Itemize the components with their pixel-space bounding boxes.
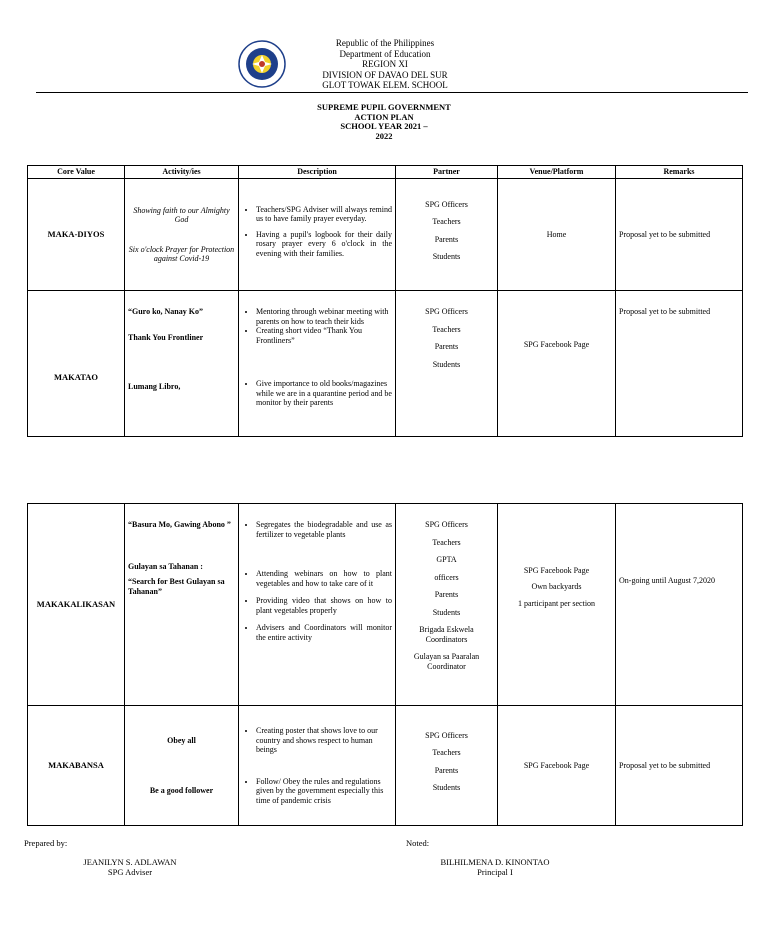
header-division: DIVISION OF DAVAO DEL SUR bbox=[322, 69, 448, 80]
venue-item: SPG Facebook Page bbox=[523, 565, 590, 575]
partner-item: SPG Officers bbox=[425, 520, 468, 529]
partner-item: Brigada Eskwela Coordinators bbox=[419, 625, 474, 644]
col-header-venue: Venue/Platform bbox=[498, 166, 616, 179]
venue-item: SPG Facebook Page bbox=[523, 760, 590, 770]
partner-cell bbox=[396, 291, 498, 437]
title-line-3: SCHOOL YEAR 2021 – bbox=[340, 121, 428, 131]
remarks-cell: On-going until August 7,2020 bbox=[616, 504, 743, 706]
prepared-by-block bbox=[40, 857, 220, 877]
partner-cell bbox=[396, 179, 498, 291]
description-cell bbox=[239, 291, 396, 437]
table-row bbox=[28, 179, 743, 291]
activity-item: Gulayan sa Tahanan : bbox=[128, 561, 203, 571]
table-row bbox=[28, 291, 743, 437]
activity-item: Obey all bbox=[167, 736, 196, 745]
table-row bbox=[28, 706, 743, 826]
activity-item: “Guro ko, Nanay Ko” bbox=[128, 307, 203, 316]
remarks-cell: Proposal yet to be submitted bbox=[616, 706, 743, 826]
prepared-by-label: Prepared by: bbox=[24, 838, 68, 848]
header-republic: Republic of the Philippines bbox=[335, 38, 435, 48]
activities-cell bbox=[125, 706, 239, 826]
partner-item: Students bbox=[432, 607, 461, 617]
noted-title: Principal I bbox=[477, 867, 513, 877]
action-plan-table-page1 bbox=[27, 165, 743, 437]
activity-item: “Basura Mo, Gawing Abono ” bbox=[128, 520, 231, 529]
venue-item: Own backyards bbox=[531, 582, 582, 592]
description-item: • Creating poster that shows love to our country and shows respect to human beings bbox=[256, 726, 392, 755]
partner-item: Teachers bbox=[432, 537, 461, 547]
activities-cell bbox=[125, 291, 239, 437]
header-region: REGION XI bbox=[362, 59, 408, 69]
venue-cell bbox=[498, 706, 616, 826]
partner-cell bbox=[396, 504, 498, 706]
description-cell bbox=[239, 179, 396, 291]
partner-item: Students bbox=[432, 359, 461, 369]
col-header-remarks: Remarks bbox=[616, 166, 743, 179]
col-header-partner: Partner bbox=[396, 166, 498, 179]
table-row bbox=[28, 504, 743, 706]
venue-cell bbox=[498, 179, 616, 291]
table-header-row bbox=[28, 166, 743, 179]
noted-block bbox=[400, 857, 590, 877]
core-value-cell: MAKATAO bbox=[28, 291, 125, 437]
prepared-by-title: SPG Adviser bbox=[107, 867, 153, 877]
activity-item: Lumang Libro, bbox=[128, 382, 181, 391]
partner-item: Gulayan sa Paaralan Coordinator bbox=[413, 652, 480, 671]
activity-item: Thank You Frontliner bbox=[128, 332, 204, 342]
partner-item: Students bbox=[432, 252, 461, 261]
activity-item: “Search for Best Gulayan sa Tahanan” bbox=[128, 577, 225, 596]
partner-item: officers bbox=[434, 572, 459, 582]
header-department: Department of Education bbox=[339, 48, 431, 59]
partner-item: SPG Officers bbox=[425, 730, 468, 740]
header-school: GLOT TOWAK ELEM. SCHOOL bbox=[322, 80, 448, 90]
document-title bbox=[0, 103, 768, 141]
activity-item: Be a good follower bbox=[149, 785, 214, 795]
noted-name: BILHILMENA D. KINONTAO bbox=[440, 857, 550, 867]
partner-item: Teachers bbox=[432, 324, 461, 334]
partner-item: Students bbox=[432, 783, 461, 792]
deped-seal-logo bbox=[238, 40, 286, 88]
description-item: • Having a pupil's logbook for their daily rosary prayer every 6 o'clock in the evening with their families. bbox=[256, 230, 392, 259]
core-value-cell: MAKABANSA bbox=[28, 706, 125, 826]
col-header-activities: Activity/ies bbox=[125, 166, 239, 179]
venue-item: 1 participant per section bbox=[517, 598, 596, 608]
activity-item: Six o'clock Prayer for Protection against Covid-19 bbox=[128, 244, 235, 263]
remarks-cell: Proposal yet to be submitted bbox=[616, 291, 743, 437]
title-line-4: 2022 bbox=[375, 130, 393, 141]
core-value-cell: MAKAKALIKASAN bbox=[28, 504, 125, 706]
description-item: • Give importance to old books/magazines while we are in a quarantine period and be monitor by their parents bbox=[256, 379, 392, 408]
activities-cell bbox=[125, 504, 239, 706]
partner-cell bbox=[396, 706, 498, 826]
venue-cell bbox=[498, 291, 616, 437]
partner-item: GPTA bbox=[436, 555, 457, 564]
remarks-cell: Proposal yet to be submitted bbox=[616, 179, 743, 291]
noted-label: Noted: bbox=[406, 838, 430, 848]
description-item: • Attending webinars on how to plant vegetables and how to take care of it bbox=[256, 569, 392, 588]
partner-item: Parents bbox=[434, 234, 459, 244]
description-item: • Mentoring through webinar meeting with parents on how to teach their kids bbox=[256, 307, 392, 326]
description-cell bbox=[239, 706, 396, 826]
description-item: • Teachers/SPG Adviser will always remind us to have family prayer everyday. bbox=[256, 205, 392, 224]
description-item: • Follow/ Obey the rules and regulations given by the government especially this time of pandemic crisis bbox=[256, 777, 392, 806]
activity-item: Showing faith to our Almighty God bbox=[133, 205, 230, 224]
venue-item: SPG Facebook Page bbox=[523, 339, 590, 349]
action-plan-table-page2 bbox=[27, 503, 743, 826]
partner-item: Parents bbox=[434, 765, 459, 775]
partner-item: Teachers bbox=[432, 748, 461, 757]
description-item: • Creating short video “Thank You Frontliners” bbox=[256, 326, 392, 345]
partner-item: SPG Officers bbox=[425, 307, 468, 316]
activities-cell bbox=[125, 179, 239, 291]
core-value-cell: MAKA-DIYOS bbox=[28, 179, 125, 291]
title-line-2: ACTION PLAN bbox=[354, 111, 414, 122]
prepared-by-name: JEANILYN S. ADLAWAN bbox=[83, 857, 177, 867]
partner-item: Teachers bbox=[432, 217, 461, 226]
header-block bbox=[300, 38, 470, 91]
title-line-1: SUPREME PUPIL GOVERNMENT bbox=[317, 102, 451, 112]
partner-item: Parents bbox=[434, 590, 459, 599]
header-rule bbox=[36, 92, 748, 93]
description-item: • Segregates the biodegradable and use as fertilizer to vegetable plants bbox=[256, 520, 392, 539]
description-cell bbox=[239, 504, 396, 706]
venue-item: Home bbox=[546, 229, 567, 239]
col-header-description: Description bbox=[239, 166, 396, 179]
venue-cell bbox=[498, 504, 616, 706]
description-item: • Providing video that shows on how to plant vegetables properly bbox=[256, 596, 392, 615]
partner-item: SPG Officers bbox=[425, 199, 468, 209]
description-item: • Advisers and Coordinators will monitor the entire activity bbox=[256, 623, 392, 642]
partner-item: Parents bbox=[434, 342, 459, 351]
col-header-core-value: Core Value bbox=[28, 166, 125, 179]
